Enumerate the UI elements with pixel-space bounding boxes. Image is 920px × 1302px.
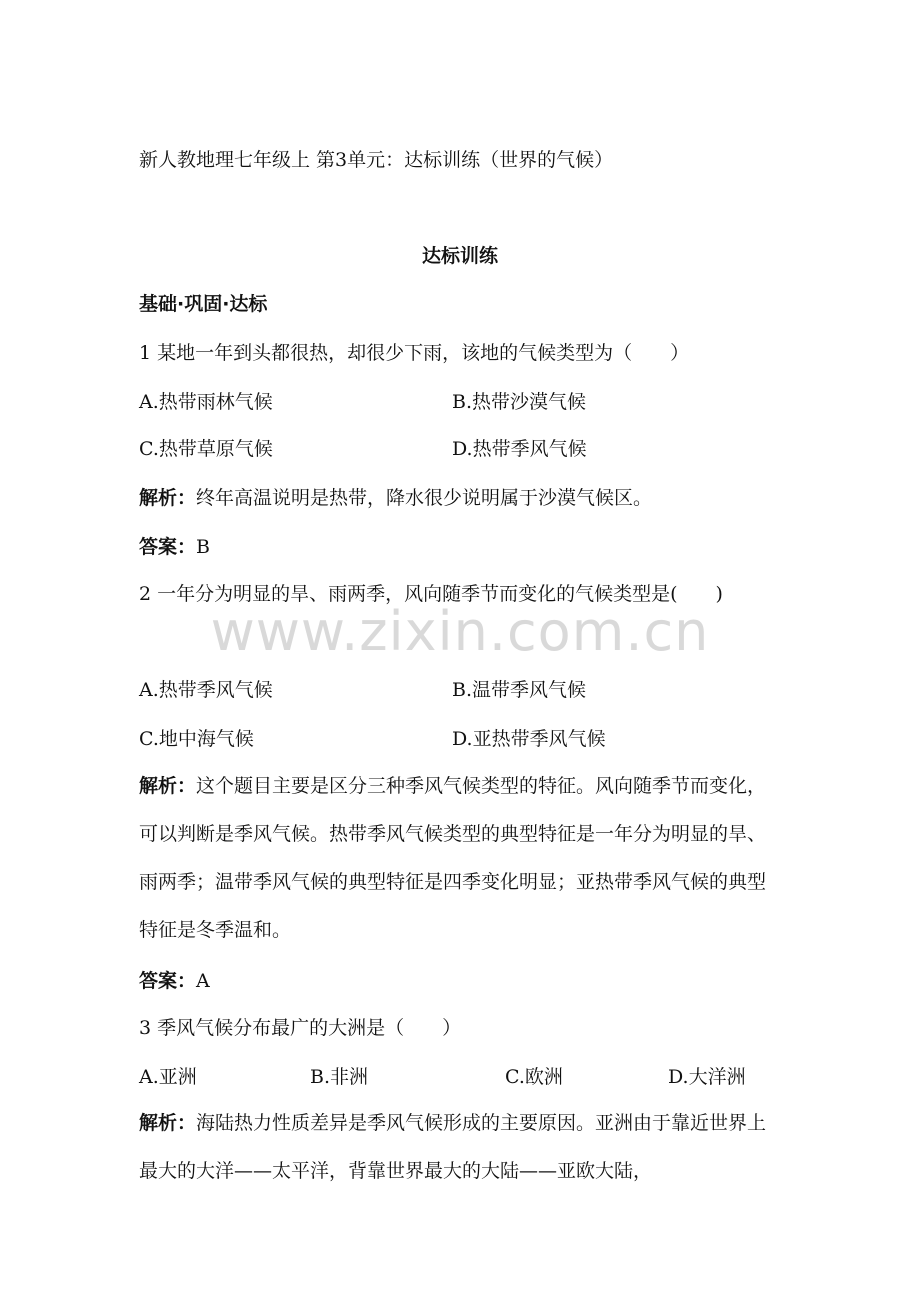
question-1-option-b: B.热带沙漠气候 xyxy=(452,391,587,413)
question-2-answer xyxy=(139,969,210,993)
analysis-label: 解析： xyxy=(139,775,197,797)
analysis-label: 解析： xyxy=(139,1112,197,1134)
question-2-analysis-text: 这个题目主要是区分三种季风气候类型的特征。风向随季节而变化，可以判断是季风气候。热带季风气候类型的典型特征是一年分为明显的旱、雨两季；温带季风气候的典型特征是四季变化明显；亚热带季风气候的典型特征是冬季温和。 xyxy=(139,775,767,941)
section-subtitle: 基础·巩固·达标 xyxy=(139,293,268,315)
question-2-analysis xyxy=(139,762,784,954)
question-2-answer-value: A xyxy=(196,970,210,992)
answer-label: 答案： xyxy=(139,536,197,558)
question-1-stem: 1 某地一年到头都很热，却很少下雨，该地的气候类型为（ ） xyxy=(139,342,690,364)
question-2-option-a: A.热带季风气候 xyxy=(139,679,273,701)
answer-label: 答案： xyxy=(139,970,197,992)
question-3-option-d: D.大洋洲 xyxy=(668,1066,746,1088)
question-3-analysis-text: 海陆热力性质差异是季风气候形成的主要原因。亚洲由于靠近世界上最大的大洋——太平洋，背靠世界最大的大陆——亚欧大陆， xyxy=(139,1112,767,1182)
section-title: 达标训练 xyxy=(421,245,498,267)
question-2-option-b: B.温带季风气候 xyxy=(452,679,587,701)
question-3-option-c: C.欧洲 xyxy=(505,1066,563,1088)
question-3-option-b: B.非洲 xyxy=(310,1066,369,1088)
question-1-option-d: D.热带季风气候 xyxy=(452,438,587,460)
question-2-option-c: C.地中海气候 xyxy=(139,728,254,750)
watermark: www.zixin.com.cn xyxy=(210,600,710,663)
question-1-answer xyxy=(139,535,210,559)
question-1-answer-value: B xyxy=(196,536,210,558)
question-1-analysis-text: 终年高温说明是热带，降水很少说明属于沙漠气候区。 xyxy=(196,487,653,509)
question-3-option-a: A.亚洲 xyxy=(139,1066,197,1088)
question-1-option-c: C.热带草原气候 xyxy=(139,438,273,460)
question-3-analysis xyxy=(139,1099,784,1195)
question-2-option-d: D.亚热带季风气候 xyxy=(452,728,606,750)
question-3-stem: 3 季风气候分布最广的大洲是（ ） xyxy=(139,1017,462,1039)
analysis-label: 解析： xyxy=(139,487,197,509)
question-1-option-a: A.热带雨林气候 xyxy=(139,391,273,413)
question-2-stem: 2 一年分为明显的旱、雨两季，风向随季节而变化的气候类型是( ) xyxy=(139,583,723,605)
question-1-analysis xyxy=(139,486,652,510)
document-header-title: 新人教地理七年级上 第3单元：达标训练（世界的气候） xyxy=(139,149,614,171)
